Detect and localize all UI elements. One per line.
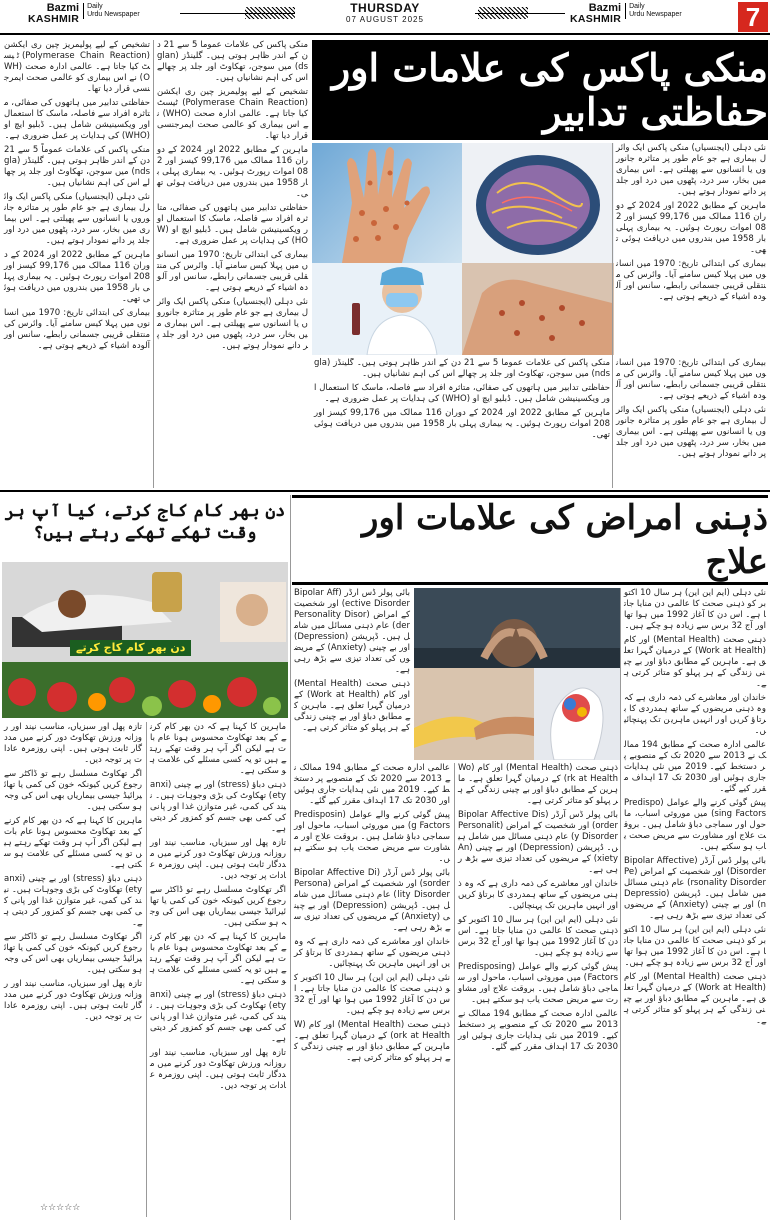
article2-para3: بائی پولر ڈس آرڈر (Bipolar Affective Disorder) اور شخصیت کے امراض (Personality Disorder) عام ذہنی مسائل میں شامل ہیں۔ ڈپریشن (Depression) اور بے چینی (Anxiety) کے مریضوں کی تعداد تیزی سے بڑھ رہی ہے۔: [624, 856, 766, 921]
article3-para4: اگر تھکاوٹ مسلسل رہے تو ڈاکٹر سے رجوع کریں کیونکہ خون کی کمی یا تھائیرائیڈ جیسی بیماریاں بھی اس کی وجہ ہو سکتی ہیں۔: [150, 885, 286, 928]
article2-para5c: پیش گوئی کرنے والے عوامل (Predisposing Factors) میں موروثی اسباب، ماحول اور سماجی دباؤ شامل ہیں۔ بروقت علاج اور مشاورت سے مریض صحت یاب ہو سکتے ہیں۔: [294, 810, 451, 864]
article2-para6c: خاندان اور معاشرے کی ذمہ داری ہے کہ وہ ذہنی مریضوں کے ساتھ ہمدردی کا برتاؤ کریں اور انہیں ماہرین تک پہنچائیں۔: [294, 937, 450, 969]
article3-para4b: اگر تھکاوٹ مسلسل رہے تو ڈاکٹر سے رجوع کریں کیونکہ خون کی کمی یا تھائیرائیڈ جیسی بیماریاں بھی اس کی وجہ ہو سکتی ہیں۔: [4, 769, 142, 812]
brand-sub-newspaper: Newspaper: [104, 11, 140, 18]
masthead-hatch-left: [245, 7, 295, 19]
article1-para3b: بیماری کی ابتدائی تاریخ: 1970 میں انسانوں میں پہلا کیس سامنے آیا۔ وائرس کی منتقلی قریبی جسمانی رابطے، سانس اور آلودہ اشیاء کے ذریعے ہوتی ہے۔: [616, 358, 766, 401]
brand-right: [570, 3, 682, 25]
article3-para2: ذہنی دباؤ (stress) اور بے چینی (anxiety) تھکاوٹ کی بڑی وجوہات ہیں۔ نیند کی کمی، غیر متوازن غذا اور پانی کی کمی بھی جسم کو کمزور کر دیتی ہے۔: [150, 780, 287, 834]
column-rule: [290, 495, 291, 1220]
article3-para3c: تازہ پھل اور سبزیاں، مناسب نیند اور روزانہ ورزش تھکاوٹ دور کرنے میں مددگار ثابت ہوتی ہیں۔ اپنی روزمرہ عادات پر توجہ دیں۔: [4, 722, 142, 765]
article2-para3d: بائی پولر ڈس آرڈر (Bipolar Affective Disorder) اور شخصیت کے امراض (Personality Disorder) عام ذہنی مسائل میں شامل ہیں۔ ڈپریشن (Depression) اور بے چینی (Anxiety) کے مریضوں کی تعداد تیزی سے بڑھ رہی ہے۔: [294, 868, 450, 933]
article1-para5b: تشخیص کے لیے پولیمریز چین ری ایکشن (Polymerase Chain Reaction) ٹیسٹ کیا جاتا ہے۔ عالمی ادارہ صحت (WHO) نے اس بیماری کو عالمی صحت ایمرجنسی قرار دیا تھا۔: [4, 40, 150, 94]
article1-para4: منکی پاکس کی علامات عموماً 5 سے 21 دن کے اندر ظاہر ہوتی ہیں۔ گلینڈز (glands) میں سوجن، تھکاوٹ اور جلد پر چھالے اس کی اہم نشانیاں ہیں۔: [314, 358, 610, 379]
brand-sub: [83, 3, 140, 19]
article2-para6b: خاندان اور معاشرے کی ذمہ داری ہے کہ وہ ذہنی مریضوں کے ساتھ ہمدردی کا برتاؤ کریں اور انہیں ماہرین تک پہنچائیں۔: [458, 879, 618, 911]
article1-para1c: نئی دہلی (ایجنسیاں) منکی پاکس ایک وائرل بیماری ہے جو عام طور پر متاثرہ جانوروں یا انسانوں سے پھیلتی ہے۔ اس بیماری میں بخار، سر درد، پٹھوں میں درد اور جلد پر دانے نمودار ہوتے ہیں۔: [157, 297, 308, 351]
article2-column-1: [622, 588, 768, 1220]
brand-sub-daily: Daily: [87, 3, 103, 10]
article2-para2: ذہنی صحت (Mental Health) اور کام (Work at Health) کے درمیان گہرا تعلق ہے۔ ماہرین کے مطابق دباؤ اور بے چینی زندگی کے ہر پہلو کو متاثر کرتی ہے۔: [624, 635, 767, 689]
rash-arm-photo: [462, 263, 614, 355]
brand-sub-right: [625, 3, 682, 19]
rash-hand-photo: [312, 143, 462, 263]
brand-bottom: KASHMIR: [28, 13, 80, 25]
article1-para6c: حفاظتی تدابیر میں ہاتھوں کی صفائی، متاثرہ افراد سے فاصلہ، ماسک کا استعمال اور ویکسینیشن شامل ہیں۔ ڈبلیو ایچ او (WHO) کی ہدایات پر عمل ضروری ہے۔: [4, 98, 150, 141]
article3-para1b: ماہرین کا کہنا ہے کہ دن بھر کام کرنے کے بعد تھکاوٹ محسوس ہونا عام بات ہے لیکن اگر آپ ہر وقت تھکے رہتے ہیں تو یہ کسی مسئلے کی علامت ہو سکتی ہے۔: [150, 932, 286, 986]
article3-para1: ماہرین کا کہنا ہے کہ دن بھر کام کرنے کے بعد تھکاوٹ محسوس ہونا عام بات ہے لیکن اگر آپ ہر وقت تھکے رہتے ہیں تو یہ کسی مسئلے کی علامت ہو سکتی ہے۔: [150, 722, 286, 776]
article3-para2c: ذہنی دباؤ (stress) اور بے چینی (anxiety) تھکاوٹ کی بڑی وجوہات ہیں۔ نیند کی کمی، غیر متوازن غذا اور پانی کی کمی بھی جسم کو کمزور کر دیتی ہے۔: [4, 874, 143, 928]
brand-name: [28, 3, 79, 25]
article1-para3: بیماری کی ابتدائی تاریخ: 1970 میں انسانوں میں پہلا کیس سامنے آیا۔ وائرس کی منتقلی قریبی جسمانی رابطے، سانس اور آلودہ اشیاء کے ذریعے ہوتی ہے۔: [616, 259, 766, 302]
column-rule: [612, 143, 613, 488]
brand-top-right: Bazmi: [588, 2, 622, 14]
article1-para6b: حفاظتی تدابیر میں ہاتھوں کی صفائی، متاثرہ افراد سے فاصلہ، ماسک کا استعمال اور ویکسینیشن شامل ہیں۔ ڈبلیو ایچ او (WHO) کی ہدایات پر عمل ضروری ہے۔: [157, 203, 308, 246]
masthead-rule-right: [475, 13, 565, 14]
article1-para1: نئی دہلی (ایجنسیاں) منکی پاکس ایک وائرل بیماری ہے جو عام طور پر متاثرہ جانوروں یا انسانوں سے پھیلتی ہے۔ اس بیماری میں بخار، سر درد، پٹھوں میں درد اور جلد پر دانے نمودار ہوتے ہیں۔: [616, 143, 766, 197]
masthead: [0, 0, 770, 36]
doctor-mask-photo: [312, 263, 462, 355]
article2-para4c: عالمی ادارہ صحت کے مطابق 194 ممالک نے 2013 سے 2020 تک کے منصوبے پر دستخط کیے۔ 2019 میں نئی ہدایات جاری ہوئیں اور 2030 تک 17 اہداف مقرر کیے گئے۔: [294, 763, 451, 806]
article2-para2c: ذہنی صحت (Mental Health) اور کام (Work at Health) کے درمیان گہرا تعلق ہے۔ ماہرین کے مطابق دباؤ اور بے چینی زندگی کے ہر پہلو کو متاثر کرتی ہے۔: [294, 679, 410, 733]
article2-para3b: بائی پولر ڈس آرڈر (Bipolar Affective Disorder) اور شخصیت کے امراض (Personality Disorder) عام ذہنی مسائل میں شامل ہیں۔ ڈپریشن (Depression) اور بے چینی (Anxiety) کے مریضوں کی تعداد تیزی سے بڑھ رہی ہے۔: [294, 588, 411, 675]
article3-headline: دن بھر کام کاج کرتے، کیا آپ ہر وقت تھکے تھکے رہتے ہیں؟: [4, 501, 286, 543]
article2-para1b: نئی دہلی (ایم این این) ہر سال 10 اکتوبر کو ذہنی صحت کا عالمی دن منایا جاتا ہے۔ اس دن کا آغاز 1992 میں ہوا تھا اور آج 32 برس سے زیادہ ہو چکے ہیں۔: [624, 925, 766, 968]
image-caption: دن بھر کام کاج کرتے: [70, 640, 191, 656]
brand-sub-urdu-right: Urdu: [629, 11, 645, 18]
article2-column-2: [292, 588, 412, 763]
article1-column-4: [2, 40, 152, 488]
article1-column-1b: [614, 358, 768, 488]
article2-para1d: نئی دہلی (ایم این این) ہر سال 10 اکتوبر کو ذہنی صحت کا عالمی دن منایا جاتا ہے۔ اس دن کا آغاز 1992 میں ہوا تھا اور آج 32 برس سے زیادہ ہو چکے ہیں۔: [294, 973, 450, 1016]
article1-para2d: ماہرین کے مطابق 2022 اور 2024 کے دوران 116 ممالک میں 99,176 کیسز اور 208 اموات رپورٹ ہوئیں۔ یہ بیماری پہلی بار 1958 میں بندروں میں دریافت ہوئی تھی۔: [4, 250, 150, 304]
article2-para4b: عالمی ادارہ صحت کے مطابق 194 ممالک نے 2013 سے 2020 تک کے منصوبے پر دستخط کیے۔ 2019 میں نئی ہدایات جاری ہوئیں اور 2030 تک 17 اہداف مقرر کیے گئے۔: [458, 1009, 618, 1052]
article1-para1d: نئی دہلی (ایجنسیاں) منکی پاکس ایک وائرل بیماری ہے جو عام طور پر متاثرہ جانوروں یا انسانوں سے پھیلتی ہے۔ اس بیماری میں بخار، سر درد، پٹھوں میں درد اور جلد پر دانے نمودار ہوتے ہیں۔: [4, 192, 150, 246]
article2-headline: ذہنی امراض کی علامات اور علاج: [362, 498, 768, 582]
article1-para5: تشخیص کے لیے پولیمریز چین ری ایکشن (Polymerase Chain Reaction) ٹیسٹ کیا جاتا ہے۔ عالمی ادارہ صحت (WHO) نے اس بیماری کو عالمی صحت ایمرجنسی قرار دیا تھا۔: [157, 87, 308, 141]
article2-para6: خاندان اور معاشرے کی ذمہ داری ہے کہ وہ ذہنی مریضوں کے ساتھ ہمدردی کا برتاؤ کریں اور انہیں ماہرین تک پہنچائیں۔: [624, 693, 766, 736]
article1-para4b: منکی پاکس کی علامات عموماً 5 سے 21 دن کے اندر ظاہر ہوتی ہیں۔ گلینڈز (glands) میں سوجن، تھکاوٹ اور جلد پر چھالے اس کی اہم نشانیاں ہیں۔: [157, 40, 308, 83]
brand-left: [28, 3, 140, 25]
article2-para5: پیش گوئی کرنے والے عوامل (Predisposing Factors) میں موروثی اسباب، ماحول اور سماجی دباؤ شامل ہیں۔ بروقت علاج اور مشاورت سے مریض صحت یاب ہو سکتے ہیں۔: [624, 798, 766, 852]
article1-para2b: ماہرین کے مطابق 2022 اور 2024 کے دوران 116 ممالک میں 99,176 کیسز اور 208 اموات رپورٹ ہوئیں۔ یہ بیماری پہلی بار 1958 میں بندروں میں دریافت ہوئی تھی۔: [314, 408, 611, 440]
article1-headline-banner: [312, 40, 768, 140]
column-rule: [454, 763, 455, 1220]
article2-para4: عالمی ادارہ صحت کے مطابق 194 ممالک نے 2013 سے 2020 تک کے منصوبے پر دستخط کیے۔ 2019 میں نئی ہدایات جاری ہوئیں اور 2030 تک 17 اہداف مقرر کیے گئے۔: [624, 740, 766, 794]
article3-para3d: تازہ پھل اور سبزیاں، مناسب نیند اور روزانہ ورزش تھکاوٹ دور کرنے میں مددگار ثابت ہوتی ہیں۔ اپنی روزمرہ عادات پر توجہ دیں۔: [4, 979, 142, 1022]
virus-illustration: [462, 143, 614, 263]
page-number: 7: [738, 2, 768, 32]
article2-column-4: [292, 763, 452, 1220]
article1-para6: حفاظتی تدابیر میں ہاتھوں کی صفائی، متاثرہ افراد سے فاصلہ، ماسک کا استعمال اور ویکسینیشن شامل ہیں۔ ڈبلیو ایچ او (WHO) کی ہدایات پر عمل ضروری ہے۔: [314, 383, 610, 404]
article1-para3c: بیماری کی ابتدائی تاریخ: 1970 میں انسانوں میں پہلا کیس سامنے آیا۔ وائرس کی منتقلی قریبی جسمانی رابطے، سانس اور آلودہ اشیاء کے ذریعے ہوتی ہے۔: [157, 250, 308, 293]
helping-hands-photo: [414, 668, 534, 760]
article1-para2c: ماہرین کے مطابق 2022 اور 2024 کے دوران 116 ممالک میں 99,176 کیسز اور 208 اموات رپورٹ ہوئیں۔ یہ بیماری پہلی بار 1958 میں بندروں میں دریافت ہوئی تھی۔: [157, 145, 309, 199]
dateline: [300, 2, 470, 25]
article1-para3d: بیماری کی ابتدائی تاریخ: 1970 میں انسانوں میں پہلا کیس سامنے آیا۔ وائرس کی منتقلی قریبی جسمانی رابطے، سانس اور آلودہ اشیاء کے ذریعے ہوتی ہے۔: [4, 308, 150, 351]
masthead-rule: [0, 33, 770, 35]
article2-para1: نئی دہلی (ایم این این) ہر سال 10 اکتوبر کو ذہنی صحت کا عالمی دن منایا جاتا ہے۔ اس دن کا آغاز 1992 میں ہوا تھا اور آج 32 برس سے زیادہ ہو چکے ہیں۔: [624, 588, 766, 631]
vegetables-photo: [2, 662, 288, 718]
brand-sub-urdu: Urdu: [87, 11, 103, 18]
article1-para2: ماہرین کے مطابق 2022 اور 2024 کے دوران 116 ممالک میں 99,176 کیسز اور 208 اموات رپورٹ ہوئیں۔ یہ بیماری پہلی بار 1958 میں بندروں میں دریافت ہوئی تھی۔: [616, 201, 767, 255]
date-label: 07 AUGUST 2025: [346, 15, 424, 24]
article2-column-3: [456, 763, 620, 1220]
brand-name-right: [570, 3, 621, 25]
article2-para3c: بائی پولر ڈس آرڈر (Bipolar Affective Disorder) اور شخصیت کے امراض (Personality Disorder) عام ذہنی مسائل میں شامل ہیں۔ ڈپریشن (Depression) اور بے چینی (Anxiety) کے مریضوں کی تعداد تیزی سے بڑھ رہی ہے۔: [458, 810, 619, 875]
day-label: THURSDAY: [350, 1, 420, 15]
article3-para1c: ماہرین کا کہنا ہے کہ دن بھر کام کرنے کے بعد تھکاوٹ محسوس ہونا عام بات ہے لیکن اگر آپ ہر وقت تھکے رہتے ہیں تو یہ کسی مسئلے کی علامت ہو سکتی ہے۔: [4, 816, 142, 870]
column-rule: [153, 40, 154, 488]
brand-sub-newspaper-right: Newspaper: [646, 11, 682, 18]
article2-para2e: ذہنی صحت (Mental Health) اور کام (Work at Health) کے درمیان گہرا تعلق ہے۔ ماہرین کے مطابق دباؤ اور بے چینی زندگی کے ہر پہلو کو متاثر کرتی ہے۔: [294, 1020, 450, 1063]
article3-para3: تازہ پھل اور سبزیاں، مناسب نیند اور روزانہ ورزش تھکاوٹ دور کرنے میں مددگار ثابت ہوتی ہیں۔ اپنی روزمرہ عادات پر توجہ دیں۔: [150, 838, 286, 881]
article1-column-2: [312, 358, 612, 488]
brain-illustration: [534, 668, 620, 760]
article3-para3b: تازہ پھل اور سبزیاں، مناسب نیند اور روزانہ ورزش تھکاوٹ دور کرنے میں مددگار ثابت ہوتی ہیں۔ اپنی روزمرہ عادات پر توجہ دیں۔: [150, 1048, 286, 1091]
article2-para5b: پیش گوئی کرنے والے عوامل (Predisposing Factors) میں موروثی اسباب، ماحول اور سماجی دباؤ شامل ہیں۔ بروقت علاج اور مشاورت سے مریض صحت یاب ہو سکتے ہیں۔: [458, 962, 618, 1005]
column-rule: [620, 588, 621, 1220]
article3-para2b: ذہنی دباؤ (stress) اور بے چینی (anxiety) تھکاوٹ کی بڑی وجوہات ہیں۔ نیند کی کمی، غیر متوازن غذا اور پانی کی کمی بھی جسم کو کمزور کر دیتی ہے۔: [150, 990, 287, 1044]
article3-column-2: [2, 722, 144, 1202]
article3-para4c: اگر تھکاوٹ مسلسل رہے تو ڈاکٹر سے رجوع کریں کیونکہ خون کی کمی یا تھائیرائیڈ جیسی بیماریاں بھی اس کی وجہ ہو سکتی ہیں۔: [4, 932, 142, 975]
article2-para2b: ذہنی صحت (Mental Health) اور کام (Work at Health) کے درمیان گہرا تعلق ہے۔ ماہرین کے مطابق دباؤ اور بے چینی زندگی کے ہر پہلو کو متاثر کرتی ہے۔: [624, 972, 767, 1026]
section-divider: [0, 490, 770, 492]
article2-para1c: نئی دہلی (ایم این این) ہر سال 10 اکتوبر کو ذہنی صحت کا عالمی دن منایا جاتا ہے۔ اس دن کا آغاز 1992 میں ہوا تھا اور آج 32 برس سے زیادہ ہو چکے ہیں۔: [458, 915, 618, 958]
article2-para2d: ذہنی صحت (Mental Health) اور کام (Work at Health) کے درمیان گہرا تعلق ہے۔ ماہرین کے مطابق دباؤ اور بے چینی زندگی کے ہر پہلو کو متاثر کرتی ہے۔: [458, 763, 618, 806]
brand-bottom-right: KASHMIR: [570, 13, 622, 25]
article1-para1b: نئی دہلی (ایجنسیاں) منکی پاکس ایک وائرل بیماری ہے جو عام طور پر متاثرہ جانوروں یا انسانوں سے پھیلتی ہے۔ اس بیماری میں بخار، سر درد، پٹھوں میں درد اور جلد پر دانے نمودار ہوتے ہیں۔: [616, 405, 766, 459]
article2-headline-banner: [292, 495, 768, 585]
brand-top: Bazmi: [46, 2, 80, 14]
article1-column-1: [614, 143, 768, 358]
column-rule: [146, 722, 147, 1217]
article3-column-1: [148, 722, 288, 1212]
article1-para4c: منکی پاکس کی علامات عموماً 5 سے 21 دن کے اندر ظاہر ہوتی ہیں۔ گلینڈز (glands) میں سوجن، تھکاوٹ اور جلد پر چھالے اس کی اہم نشانیاں ہیں۔: [4, 145, 150, 188]
brand-sub-daily-right: Daily: [629, 3, 645, 10]
article1-column-3: [155, 40, 310, 488]
article1-headline: منکی پاکس کی علامات اور حفاظتی تدابیر: [331, 45, 768, 134]
end-stars: ☆☆☆☆☆: [40, 1203, 81, 1213]
